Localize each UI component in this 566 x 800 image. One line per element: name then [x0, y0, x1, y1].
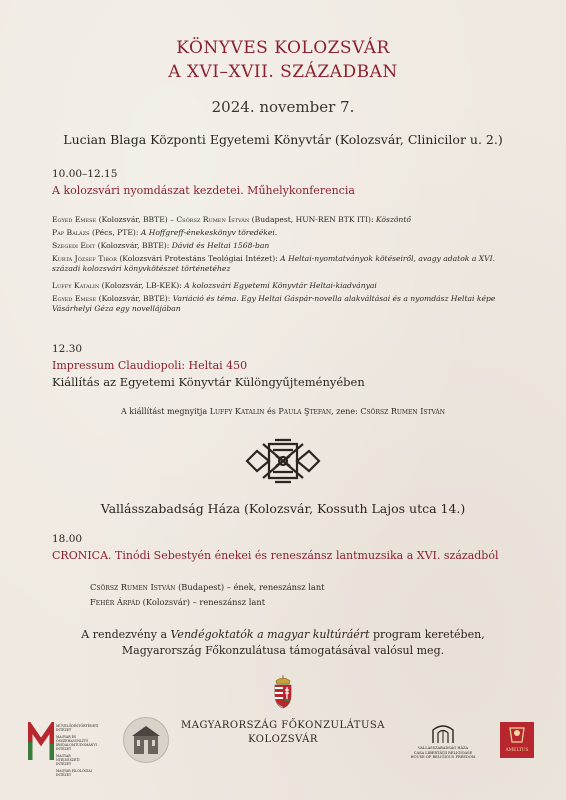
talk-3: Szegedi Edit (Kolozsvár, BBTE): Dávid és Heltai 1568-ban [52, 241, 270, 250]
research-institutes-logo: MŰVELŐDÉSTÖRTÉNETI INTÉZET MAGYAR ÉS ÖSSZEHASONLÍTÓ IRODALOMTUDOMÁNYI INTÉZET MAGYAR NYELVÉSZETI INTÉZET MAGYAR FILOLÓGIAI INTÉZET [28, 722, 92, 762]
time-2: 12.30 [52, 343, 83, 355]
talk-title: Köszöntő [375, 215, 411, 224]
funding-note: A rendezvény a Vendégoktatók a magyar kultúráért program keretében, Magyarország Főkonzulátusa támogatásával valósul meg. [81, 628, 485, 657]
ameltus-emblem-icon [500, 722, 534, 748]
hungarian-coat-of-arms-icon [272, 675, 294, 709]
talk-4: Kurta József Tibor (Kolozsvári Protestáns Teológiai Intézet): A Heltai-nyomtatványok kötéseiről, avagy adatok a XVI. századi kolozsvári könyvkötészet történetéhez [52, 254, 496, 273]
session-3-title: CRONICA. Tinódi Sebestyén énekei és reneszánsz lantmuzsika a XVI. századból [52, 549, 499, 562]
talk-6: Egyed Emese (Kolozsvár, BBTE): Variáció és téma. Egy Heltai Gáspár-novella alakváltásai és a nyomdász Heltai képe Vásárhelyi Géza egy novellájában [52, 294, 496, 313]
title-line-2: A XVI–XVII. SZÁZADBAN [168, 62, 398, 82]
venue-library: Lucian Blaga Központi Egyetemi Könyvtár (Kolozsvár, Clinicilor u. 2.) [63, 132, 503, 147]
speaker: Egyed Emese [52, 215, 97, 224]
talk-1: Egyed Emese (Kolozsvár, BBTE) – Csörsz Rumen István (Budapest, HUN-REN BTK ITI): Köszöntő [52, 215, 411, 224]
building-icon [124, 718, 168, 762]
consulate-city: KOLOZSVÁR [248, 734, 318, 745]
time-3: 18.00 [52, 533, 83, 545]
performer-2: Fehér Árpád (Kolozsvár) – reneszánsz lant [90, 597, 266, 607]
performer-1: Csörsz Rumen István (Budapest) – ének, reneszánsz lant [90, 582, 325, 592]
house-of-religious-freedom-logo: VALLÁSSZABADSÁG HÁZA CASA LIBERTĂŢII RELIGIOASE HOUSE OF RELIGIOUS FREEDOM [408, 722, 478, 766]
talk-5: Luffy Katalin (Kolozsvár, LB-KEK): A kolozsvári Egyetemi Könyvtár Heltai-kiadványai [52, 281, 377, 290]
talk-2: Pap Balázs (Pécs, PTE): A Hoffgreff-énekeskönyv töredékei. [52, 228, 278, 237]
knot-ornament-icon [243, 436, 323, 486]
event-date: 2024. november 7. [211, 98, 355, 116]
session-2-title: Impressum Claudiopoli: Heltai 450 [52, 359, 248, 372]
venue-house: Vallásszabadság Háza (Kolozsvár, Kossuth Lajos utca 14.) [100, 501, 466, 516]
ameltus-logo: AMELTUS [500, 722, 534, 758]
library-building-logo [123, 717, 169, 763]
house-arch-icon [431, 722, 455, 744]
time-1: 10.00–12.15 [52, 168, 118, 180]
session-1-title: A kolozsvári nyomdászat kezdetei. Műhelykonferencia [52, 184, 355, 197]
title-line-1: KÖNYVES KOLOZSVÁR [176, 38, 390, 58]
session-2-subtitle: Kiállítás az Egyetemi Könyvtár Különgyűjteményében [52, 375, 365, 389]
mt-logo-icon [28, 722, 54, 762]
exhibition-opening: A kiállítást megnyitja Luffy Katalin és Paula Ştefan, zene: Csörsz Rumen István [120, 407, 445, 416]
consulate-name: MAGYARORSZÁG FŐKONZULÁTUSA [181, 720, 385, 731]
